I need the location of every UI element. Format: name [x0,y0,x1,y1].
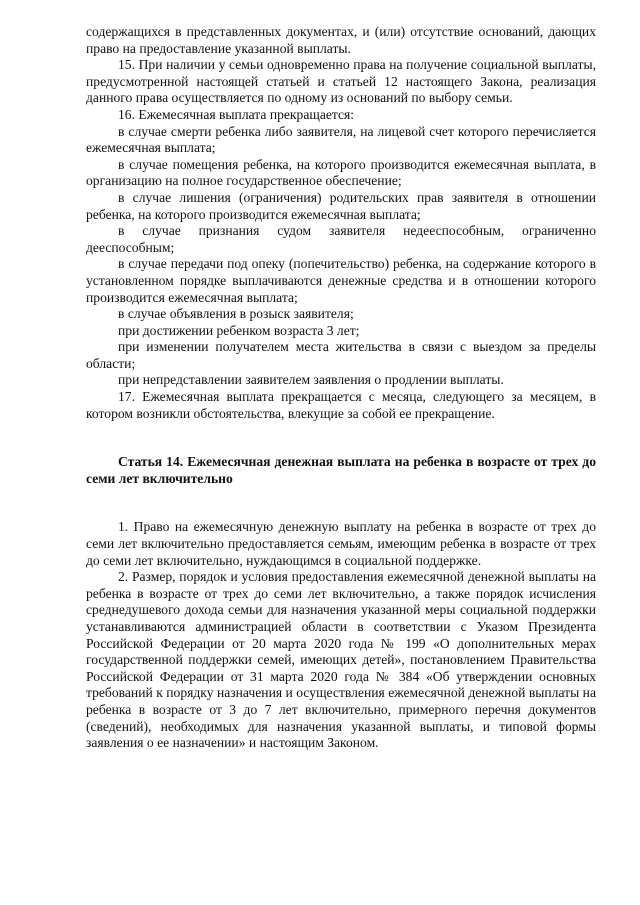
list-item-age: при достижении ребенком возраста 3 лет; [118,322,360,338]
paragraph-item-16: 16. Ежемесячная выплата прекращается: [118,106,355,122]
document-page [86,24,596,752]
list-item-relocation: при изменении получателем места жительства в связи с выездом за пределы области; [86,339,596,371]
list-item-deprivation: в случае лишения (ограничения) родительских прав заявителя в отношении ребенка, на которого производится ежемесячная выплата; [86,189,596,222]
article-14-item-1: 1. Право на ежемесячную денежную выплату на ребенка в возрасте от трех до семи лет включительно предоставляется семьям, имеющим ребенка в возрасте от трех до семи лет включительно, нуждающимся в социальной поддержке. [86,519,596,568]
list-item-no-renewal: при непредставлении заявителем заявления о продлении выплаты. [118,372,504,388]
paragraph-continuation: содержащихся в представленных документах, и (или) отсутствие оснований, дающих право на предоставление указанной выплаты. [86,24,596,56]
list-item-death: в случае смерти ребенка либо заявителя, на лицевой счет которого перечисляется ежемесячная выплата; [86,123,596,156]
paragraph-item-17: 17. Ежемесячная выплата прекращается с месяца, следующего за месяцем, в котором возникли обстоятельства, влекущие за собой ее прекращение. [86,389,596,421]
article-14-item-2: 2. Размер, порядок и условия предоставления ежемесячной денежной выплаты на ребенка в возрасте от трех до семи лет включительно, а также порядок исчисления среднедушевого дохода семьи для назначения указанной меры социальной поддержки устанавливаются администрацией области в соответствии с Указом Президента Российской Федерации от 20 марта 2020 года № 199 «О дополнительных мерах государственной поддержки семей, имеющих детей», постановлением Правительства Российской Федерации от 31 марта 2020 года № 384 «Об утверждении основных требований к порядку назначения и осуществления ежемесячной денежной выплаты на ребенка в возрасте от 3 до 7 лет включительно, примерного перечня документов (сведений), необходимых для назначения указанной выплаты, и типовой формы заявления о ее назначении» и настоящим Законом. [86,569,596,751]
paragraph-item-15: 15. При наличии у семьи одновременно права на получение социальной выплаты, предусмотренной настоящей статьей и статьей 12 настоящего Закона, реализация данного права осуществляется по одному из оснований по выбору семьи. [86,57,596,106]
list-item-incapacity: в случае признания судом заявителя недееспособным, ограниченно дееспособным; [86,223,596,255]
list-item-guardianship: в случае передачи под опеку (попечительство) ребенка, на содержание которого в установленном порядке выплачиваются денежные средства и в отношении которого производится ежемесячная выплата; [86,256,596,305]
list-item-wanted: в случае объявления в розыск заявителя; [118,306,354,322]
article-14-heading: Статья 14. Ежемесячная денежная выплата на ребенка в возрасте от трех до семи лет включительно [86,454,596,486]
list-item-placement: в случае помещения ребенка, на которого производится ежемесячная выплата, в организацию на полное государственное обеспечение; [86,156,596,189]
